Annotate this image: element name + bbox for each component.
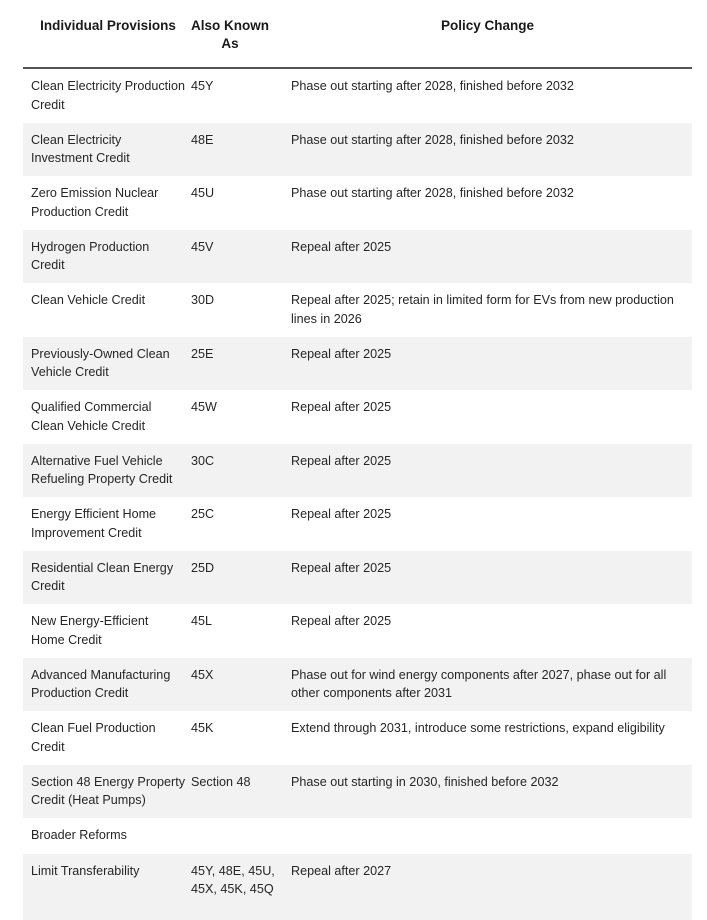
cell-also-known-as: 45Y	[191, 68, 283, 123]
column-header-also-known-as: Also Known As	[191, 14, 283, 68]
cell-also-known-as: 45Y, 48E, 45U, 45X, 45K, 45Q	[191, 854, 283, 920]
table-row	[23, 604, 692, 658]
column-header-individual-provisions: Individual Provisions	[23, 14, 191, 68]
cell-provision: Clean Electricity Production Credit	[23, 68, 191, 123]
cell-policy-change: Repeal after 2025	[283, 497, 692, 551]
provisions-table-container	[23, 14, 692, 920]
column-header-policy-change: Policy Change	[283, 14, 692, 68]
table-row	[23, 176, 692, 230]
cell-provision: Clean Vehicle Credit	[23, 283, 191, 337]
cell-also-known-as: 25C	[191, 497, 283, 551]
cell-policy-change	[283, 818, 692, 853]
table-row	[23, 444, 692, 498]
cell-policy-change: Phase out starting after 2028, finished before 2032	[283, 176, 692, 230]
table-body	[23, 68, 692, 920]
cell-policy-change: Repeal after 2025	[283, 604, 692, 658]
header-row	[23, 14, 692, 68]
cell-also-known-as	[191, 818, 283, 853]
cell-policy-change: Repeal after 2025	[283, 551, 692, 605]
cell-policy-change: Repeal after 2025; retain in limited form for EVs from new production lines in 2026	[283, 283, 692, 337]
cell-also-known-as: Section 48	[191, 765, 283, 819]
table-section-row	[23, 818, 692, 853]
cell-provision: Alternative Fuel Vehicle Refueling Property Credit	[23, 444, 191, 498]
cell-policy-change: Repeal after 2025	[283, 337, 692, 391]
cell-policy-change: Phase out starting after 2028, finished before 2032	[283, 123, 692, 177]
cell-provision: Section 48 Energy Property Credit (Heat Pumps)	[23, 765, 191, 819]
table-row	[23, 854, 692, 920]
cell-policy-change: Extend through 2031, introduce some restrictions, expand eligibility	[283, 711, 692, 765]
cell-provision: Residential Clean Energy Credit	[23, 551, 191, 605]
cell-policy-change: Repeal after 2025	[283, 444, 692, 498]
cell-provision: Clean Electricity Investment Credit	[23, 123, 191, 177]
cell-also-known-as: 25E	[191, 337, 283, 391]
cell-provision: Clean Fuel Production Credit	[23, 711, 191, 765]
table-row	[23, 711, 692, 765]
table-row	[23, 337, 692, 391]
cell-provision: New Energy-Efficient Home Credit	[23, 604, 191, 658]
cell-provision: Previously-Owned Clean Vehicle Credit	[23, 337, 191, 391]
cell-also-known-as: 45X	[191, 658, 283, 712]
table-row	[23, 497, 692, 551]
cell-provision: Qualified Commercial Clean Vehicle Credit	[23, 390, 191, 444]
table-row	[23, 765, 692, 819]
cell-also-known-as: 45L	[191, 604, 283, 658]
cell-also-known-as: 48E	[191, 123, 283, 177]
cell-policy-change: Repeal after 2025	[283, 230, 692, 284]
cell-also-known-as: 45K	[191, 711, 283, 765]
cell-also-known-as: 45U	[191, 176, 283, 230]
cell-also-known-as: 45V	[191, 230, 283, 284]
cell-also-known-as: 30D	[191, 283, 283, 337]
cell-policy-change: Phase out starting after 2028, finished before 2032	[283, 68, 692, 123]
table-row	[23, 551, 692, 605]
table-header	[23, 14, 692, 68]
table-row	[23, 390, 692, 444]
cell-policy-change: Repeal after 2025	[283, 390, 692, 444]
cell-policy-change: Repeal after 2027	[283, 854, 692, 920]
table-row	[23, 230, 692, 284]
table-row	[23, 658, 692, 712]
table-row	[23, 68, 692, 123]
cell-provision: Hydrogen Production Credit	[23, 230, 191, 284]
cell-policy-change: Phase out starting in 2030, finished before 2032	[283, 765, 692, 819]
cell-also-known-as: 25D	[191, 551, 283, 605]
cell-provision: Limit Transferability	[23, 854, 191, 920]
table-row	[23, 283, 692, 337]
cell-policy-change: Phase out for wind energy components after 2027, phase out for all other components after 2031	[283, 658, 692, 712]
cell-provision: Advanced Manufacturing Production Credit	[23, 658, 191, 712]
cell-provision: Broader Reforms	[23, 818, 191, 853]
cell-also-known-as: 30C	[191, 444, 283, 498]
cell-also-known-as: 45W	[191, 390, 283, 444]
cell-provision: Energy Efficient Home Improvement Credit	[23, 497, 191, 551]
cell-provision: Zero Emission Nuclear Production Credit	[23, 176, 191, 230]
table-row	[23, 123, 692, 177]
provisions-table	[23, 14, 692, 920]
